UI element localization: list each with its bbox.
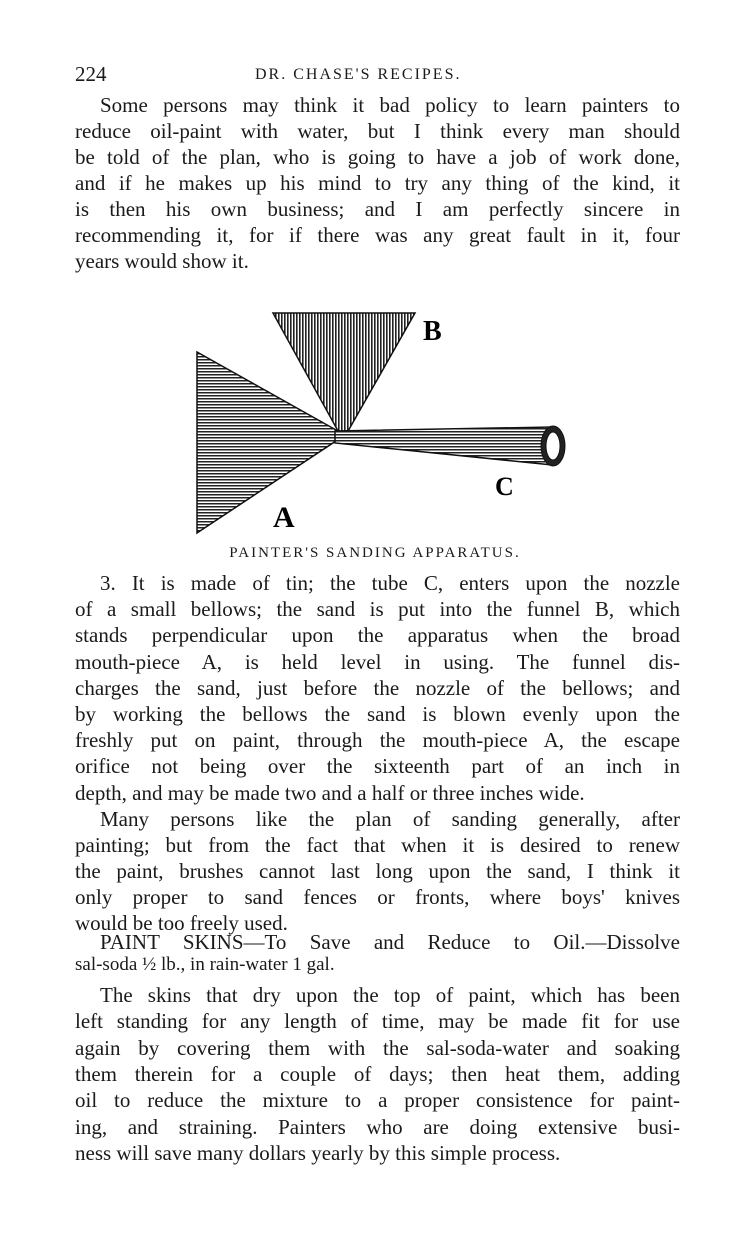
text-line: painting; but from the fact that when it is desired to renew	[75, 833, 680, 857]
text-line: and if he makes up his mind to try any thing of the kind, it	[75, 171, 680, 195]
text-line: mouth-piece A, is held level in using. The funnel dis-	[75, 649, 680, 674]
text-line: oil to reduce the mixture to a proper consistence for paint-	[75, 1088, 680, 1113]
text-line: only proper to sand fences or fronts, where boys' knives	[75, 885, 680, 909]
text-line: recommending it, for if there was any great fault in it, four	[75, 223, 680, 247]
text-line: be told of the plan, who is going to have a job of work done,	[75, 145, 680, 169]
recipe-title: PAINT SKINS—To Save and Reduce to Oil.—Dissolve	[100, 930, 680, 954]
text-line: of a small bellows; the sand is put into the funnel B, which	[75, 597, 680, 622]
running-title: DR. CHASE'S RECIPES.	[255, 66, 462, 83]
figure-caption: PAINTER'S SANDING APPARATUS.	[229, 545, 521, 561]
tube-c	[335, 427, 553, 465]
text-line: ness will save many dollars yearly by this simple process.	[75, 1140, 561, 1165]
text-line: them therein for a couple of days; then heat them, adding	[75, 1061, 680, 1086]
sanding-apparatus-figure	[185, 305, 585, 540]
text-line: is then his own business; and I am perfectly sincere in	[75, 197, 680, 221]
label-b: B	[423, 316, 442, 347]
page-number: 224	[75, 62, 107, 86]
text-line: The skins that dry upon the top of paint, which has been	[100, 983, 680, 1007]
text-line: ing, and straining. Painters who are doing extensive busi-	[75, 1114, 680, 1139]
text-line: again by covering them with the sal-soda-water and soaking	[75, 1035, 680, 1060]
text-line: depth, and may be made two and a half or three inches wide.	[75, 780, 585, 805]
text-line: Some persons may think it bad policy to learn painters to	[100, 93, 680, 117]
text-line: by working the bellows the sand is blown evenly upon the	[75, 702, 680, 726]
text-line: 3. It is made of tin; the tube C, enters upon the nozzle	[100, 571, 680, 595]
text-line: charges the sand, just before the nozzle of the bellows; and	[75, 675, 680, 700]
text-line: Many persons like the plan of sanding generally, after	[100, 807, 680, 831]
text-line: stands perpendicular upon the apparatus when the broad	[75, 623, 680, 648]
text-line: would be too freely used.	[75, 911, 288, 935]
text-line: orifice not being over the sixteenth part of an inch in	[75, 754, 680, 779]
text-line: left standing for any length of time, may be made fit for use	[75, 1009, 680, 1034]
recipe-ingredients: sal-soda ½ lb., in rain-water 1 gal.	[75, 954, 335, 975]
label-a: A	[273, 501, 295, 534]
text-line: years would show it.	[75, 249, 249, 273]
text-line: the paint, brushes cannot last long upon the sand, I think it	[75, 859, 680, 883]
label-c: C	[495, 472, 514, 501]
text-line: freshly put on paint, through the mouth-piece A, the escape	[75, 728, 680, 753]
text-line: reduce oil-paint with water, but I think every man should	[75, 119, 680, 143]
